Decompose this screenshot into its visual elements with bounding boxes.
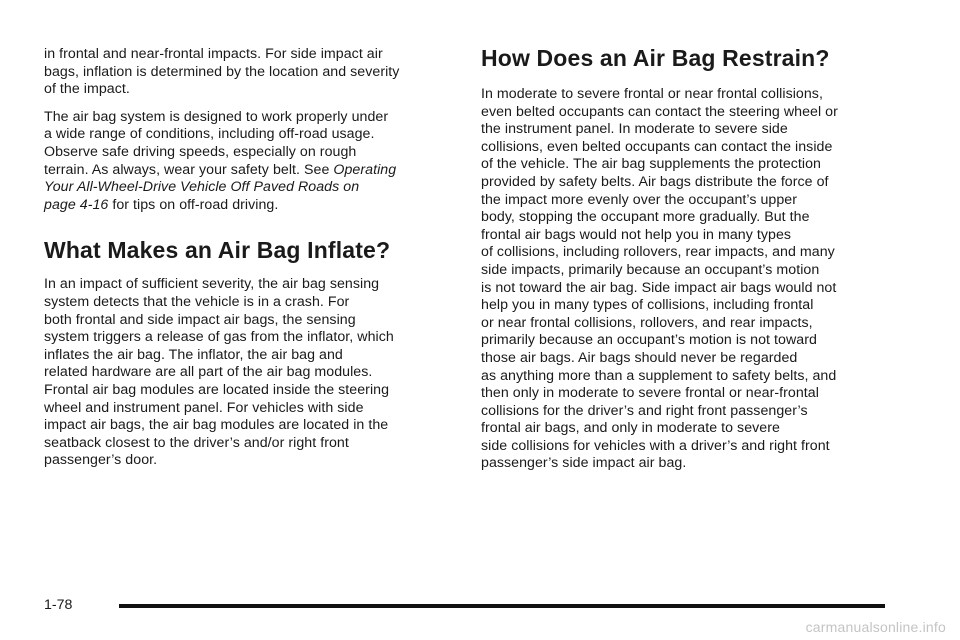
footer-rule (119, 604, 885, 608)
text-line (44, 162, 452, 180)
text-line: the impact more evenly over the occupant’s upper (481, 191, 798, 208)
left-column (44, 46, 452, 480)
text-line: The air bag system is designed to work properly under (44, 108, 389, 125)
text-line: provided by safety belts. Air bags distribute the force of (481, 173, 829, 190)
text-line: passenger’s door. (44, 452, 158, 469)
text-line: side collisions for vehicles with a driver’s and right front (481, 437, 830, 454)
cross-reference-link[interactable]: Your All-Wheel-Drive Vehicle Off Paved Roads on (44, 179, 360, 196)
text-line: or near frontal collisions, rollovers, and rear impacts, (481, 314, 813, 331)
text-line: then only in moderate to severe frontal or near-frontal (481, 385, 819, 402)
paragraph-restraint (481, 86, 891, 473)
text-line: primarily because an occupant’s motion is not toward (481, 332, 817, 349)
text-line: frontal air bags, and only in moderate to severe (481, 420, 780, 437)
text-line: of the vehicle. The air bag supplements the protection (481, 156, 821, 173)
text-line: both frontal and side impact air bags, the sensing (44, 311, 356, 328)
text-line: as anything more than a supplement to safety belts, and (481, 367, 837, 384)
cross-reference-link[interactable]: page 4-16 (44, 196, 109, 213)
section-heading-restrain: How Does an Air Bag Restrain? (481, 45, 830, 71)
text-line: system detects that the vehicle is in a crash. For (44, 293, 350, 310)
text-line (44, 197, 452, 215)
text-line: is not toward the air bag. Side impact air bags would not (481, 279, 837, 296)
text-line: a wide range of conditions, including off-road usage. (44, 126, 375, 143)
page-number: 1-78 (44, 597, 73, 613)
text-line: the instrument panel. In moderate to severe side (481, 121, 788, 138)
text-line: passenger’s side impact air bag. (481, 455, 687, 472)
text-line (44, 179, 452, 197)
text-line: In an impact of sufficient severity, the air bag sensing (44, 276, 380, 293)
text-line: seatback closest to the driver’s and/or right front (44, 434, 349, 451)
text-line: those air bags. Air bags should never be regarded (481, 349, 798, 366)
cross-reference-link[interactable]: Operating (333, 161, 397, 178)
paragraph-conditions (44, 109, 452, 215)
text-line: Frontal air bag modules are located inside the steering (44, 381, 390, 398)
text-line: of collisions, including rollovers, rear impacts, and many (481, 244, 835, 261)
text-line: inflates the air bag. The inflator, the air bag and (44, 346, 343, 363)
text-line: bags, inflation is determined by the location and severity (44, 63, 400, 80)
text-line: system triggers a release of gas from the inflator, which (44, 329, 394, 346)
text-line: related hardware are all part of the air bag modules. (44, 364, 373, 381)
text-line: collisions, even belted occupants can contact the inside (481, 138, 833, 155)
text-line: of the impact. (44, 81, 130, 98)
paragraph-inflation-process (44, 276, 452, 470)
section-heading-inflate: What Makes an Air Bag Inflate? (44, 237, 391, 264)
right-column (481, 86, 891, 483)
text-line: frontal air bags would not help you in many types (481, 226, 792, 243)
text-line: even belted occupants can contact the steering wheel or (481, 103, 838, 120)
watermark: carmanualsonline.info (805, 619, 946, 635)
text-line: impact air bags, the air bag modules are located in the (44, 417, 389, 434)
paragraph-side-impact-inflation (44, 46, 452, 99)
text-fragment: terrain. As always, wear your safety belt. See (44, 161, 334, 178)
text-line: In moderate to severe frontal or near frontal collisions, (481, 86, 823, 102)
text-line: body, stopping the occupant more gradually. But the (481, 209, 810, 226)
text-line: in frontal and near-frontal impacts. For side impact air (44, 46, 383, 62)
text-line: wheel and instrument panel. For vehicles with side (44, 399, 364, 416)
text-line: side impacts, primarily because an occupant’s motion (481, 261, 820, 278)
text-fragment: for tips on off-road driving. (108, 196, 279, 213)
text-line: collisions for the driver’s and right front passenger’s (481, 402, 808, 419)
text-line: help you in many types of collisions, including frontal (481, 297, 814, 314)
text-line: Observe safe driving speeds, especially on rough (44, 143, 357, 160)
